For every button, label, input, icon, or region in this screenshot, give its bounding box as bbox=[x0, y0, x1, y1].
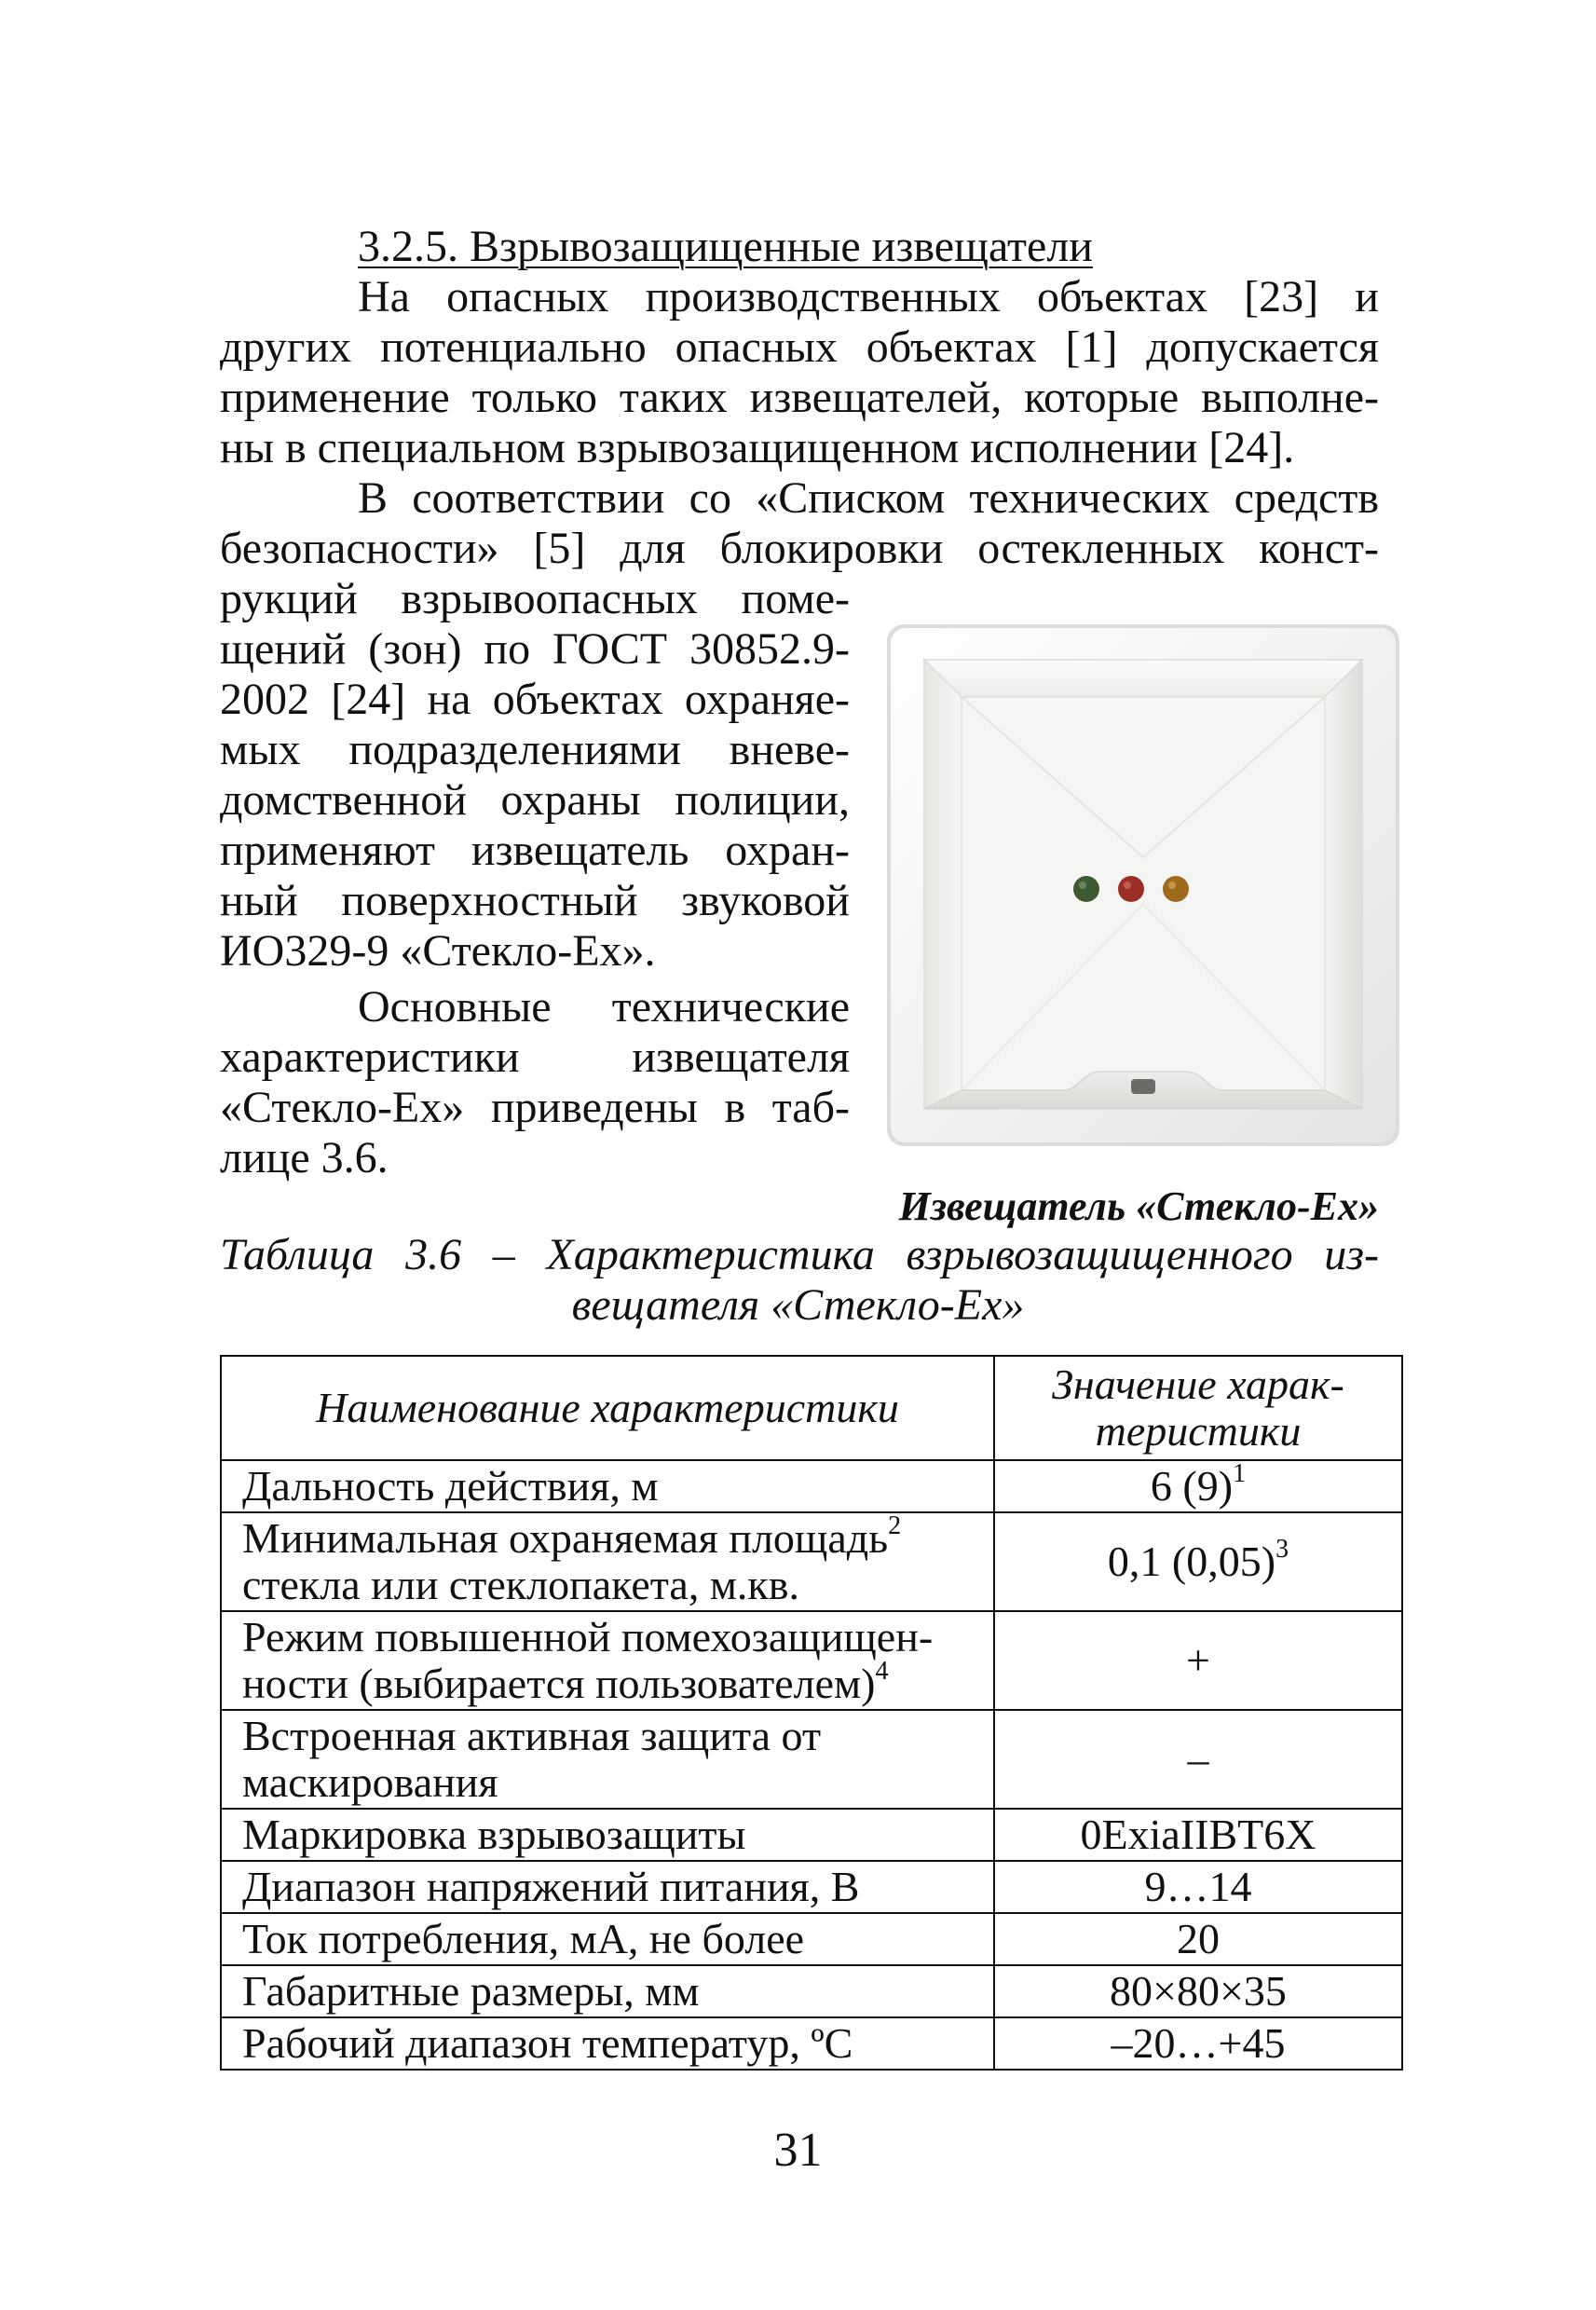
table-row bbox=[221, 1861, 1402, 1913]
row-name: Дальность действия, м bbox=[221, 1460, 994, 1512]
table-caption-line-1: Таблица 3.6 – Характеристика взрывозащищенного из- bbox=[220, 1230, 1379, 1279]
table-row bbox=[221, 1512, 1402, 1611]
row-name: Встроенная активная защита от маскирования bbox=[221, 1710, 994, 1809]
header-name: Наименование характеристики bbox=[221, 1356, 994, 1460]
para1-line-4: ны в специальном взрывозащищенном исполнении [24]. bbox=[220, 423, 1295, 472]
table-header-row bbox=[221, 1356, 1402, 1460]
row-name: Диапазон напряжений питания, В bbox=[221, 1861, 994, 1913]
table-row bbox=[221, 1460, 1402, 1512]
row-name: Минимальная охраняемая площадь$^2$ стекла или стеклопакета, м.кв. bbox=[221, 1512, 994, 1611]
para2-narrow-line-7: ный поверхностный звуковой bbox=[220, 876, 850, 925]
row-name: Рабочий диапазон температур, ºС bbox=[221, 2017, 994, 2070]
para2-narrow-line-8: ИО329-9 «Стекло-Ех». bbox=[220, 926, 656, 976]
para3-line-1: Основные технические bbox=[358, 982, 850, 1032]
para3-line-4: лице 3.6. bbox=[220, 1133, 389, 1182]
page-number: 31 bbox=[773, 2124, 823, 2177]
table-row bbox=[221, 1913, 1402, 1965]
table-caption-line-2: вещателя «Стекло-Ех» bbox=[571, 1280, 1025, 1330]
table-row bbox=[221, 2017, 1402, 2070]
row-name: Режим повышенной помехозащищен- ности (выбирается пользователем)$^4$ bbox=[221, 1611, 994, 1710]
device-photo bbox=[887, 624, 1399, 1146]
row-value: 0,1 $(0,05)^3$ bbox=[994, 1512, 1402, 1611]
para2-narrow-line-1: рукций взрывоопасных поме- bbox=[220, 574, 850, 623]
row-value: 6 $(9)^1$ bbox=[994, 1460, 1402, 1512]
para3-line-2: характеристики извещателя bbox=[220, 1032, 850, 1082]
row-value: 9…14 bbox=[994, 1861, 1402, 1913]
para2-narrow-line-5: домственной охраны полиции, bbox=[220, 775, 850, 825]
para2-narrow-line-2: щений (зон) по ГОСТ 30852.9- bbox=[220, 624, 850, 674]
para3-line-3: «Стекло-Ех» приведены в таб- bbox=[220, 1083, 850, 1132]
row-value: –20…+45 bbox=[994, 2017, 1402, 2070]
row-name: Маркировка взрывозащиты bbox=[221, 1809, 994, 1861]
row-name: Габаритные размеры, мм bbox=[221, 1965, 994, 2017]
row-value: + bbox=[994, 1611, 1402, 1710]
row-name: Ток потребления, мА, не более bbox=[221, 1913, 994, 1965]
sensor-opening bbox=[1131, 1079, 1155, 1094]
para2-narrow-line-3: 2002 [24] на объектах охраняе- bbox=[220, 675, 850, 724]
table-row bbox=[221, 1809, 1402, 1861]
header-value: Значение харак- теристики bbox=[994, 1356, 1402, 1460]
figure-caption: Извещатель «Стекло-Ех» bbox=[898, 1183, 1379, 1229]
spec-table bbox=[220, 1355, 1403, 2071]
para2-line-2: безопасности» [5] для блокировки остекленных конст- bbox=[220, 524, 1379, 573]
led-amber-icon bbox=[1163, 876, 1189, 902]
table-row bbox=[221, 1710, 1402, 1809]
section-heading: 3.2.5. Взрывозащищенные извещатели bbox=[358, 222, 1093, 271]
row-value: – bbox=[994, 1710, 1402, 1809]
led-red-icon bbox=[1118, 876, 1144, 902]
para2-narrow-line-6: применяют извещатель охран- bbox=[220, 826, 850, 875]
table-row bbox=[221, 1611, 1402, 1710]
led-green-icon bbox=[1073, 876, 1099, 902]
row-value: 0ExiaIIBT6X bbox=[994, 1809, 1402, 1861]
row-value: 20 bbox=[994, 1913, 1402, 1965]
para1-line-1: На опасных производственных объектах [23] и bbox=[358, 272, 1379, 321]
para1-line-3: применение только таких извещателей, которые выполне- bbox=[220, 373, 1379, 422]
table-row bbox=[221, 1965, 1402, 2017]
row-value: 80×80×35 bbox=[994, 1965, 1402, 2017]
para1-line-2: других потенциально опасных объектах [1] допускается bbox=[220, 322, 1379, 372]
para2-line-1: В соответствии со «Списком технических средств bbox=[358, 473, 1379, 523]
para2-narrow-line-4: мых подразделениями вневе- bbox=[220, 725, 850, 774]
